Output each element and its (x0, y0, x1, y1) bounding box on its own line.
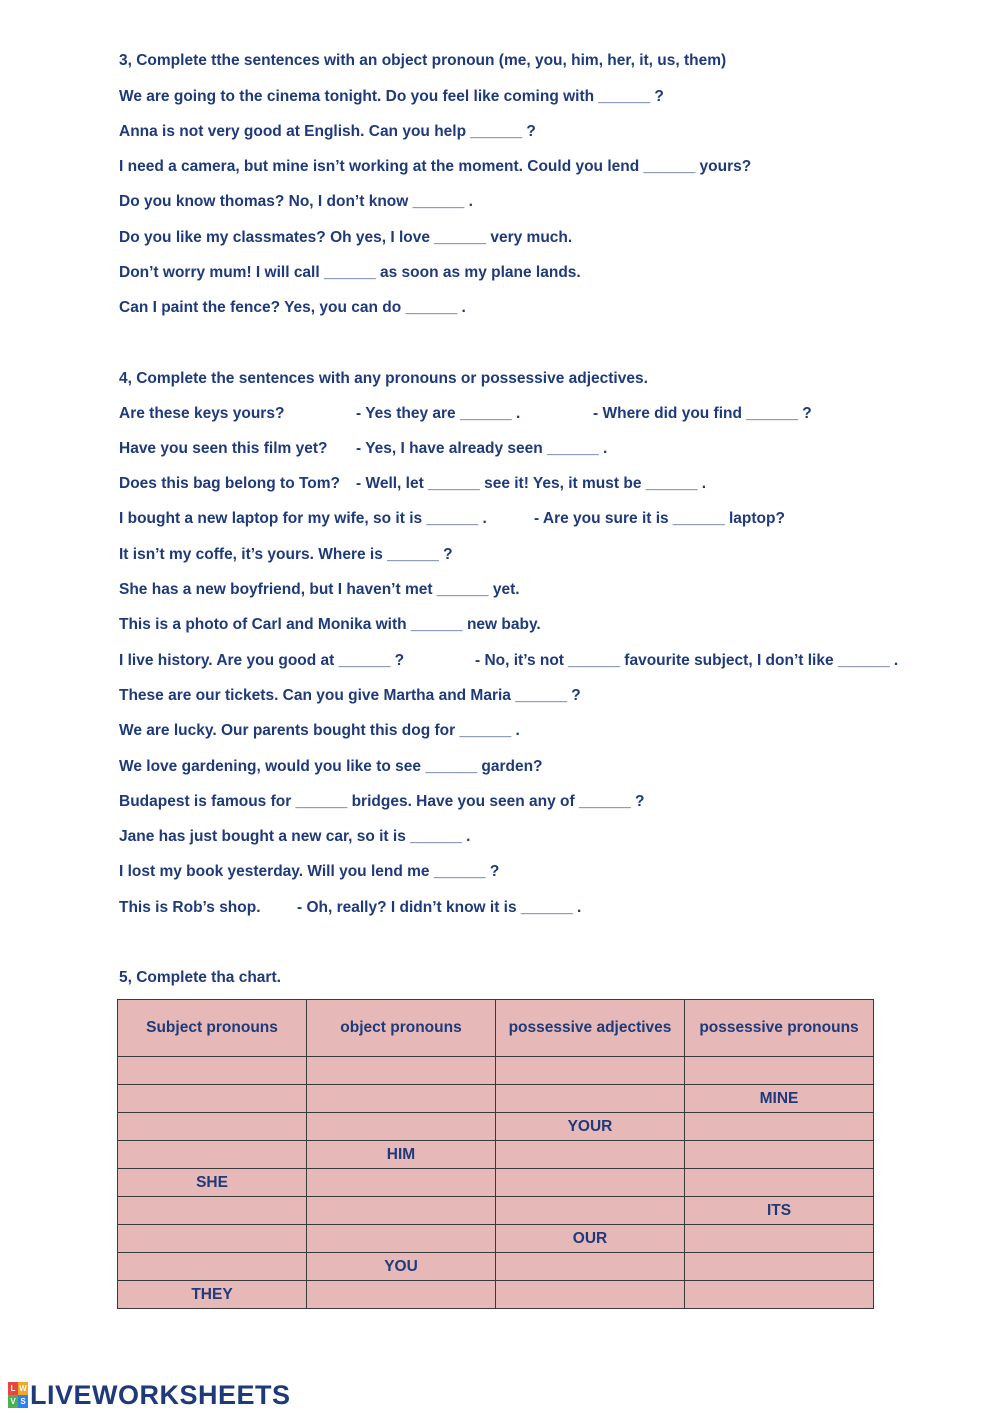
s4-s3-part2: - Well, let ______ see it! Yes, it must be ______ . (356, 475, 707, 492)
chart-cell[interactable]: SHE (118, 1169, 307, 1197)
s4-sentence-14: I lost my book yesterday. Will you lend me ______ ? (119, 863, 500, 880)
chart-cell[interactable] (118, 1225, 307, 1253)
chart-body (118, 1057, 874, 1309)
chart-cell[interactable] (118, 1113, 307, 1141)
s4-sentence-5: It isn’t my coffe, it’s yours. Where is ______ ? (119, 546, 453, 563)
s4-s1-part1: Are these keys yours? (119, 405, 285, 422)
s4-s4-part1: I bought a new laptop for my wife, so it is ______ . (119, 510, 487, 527)
chart-cell[interactable] (496, 1169, 685, 1197)
s3-sentence-5: Do you like my classmates? Oh yes, I love ______ very much. (119, 229, 573, 246)
chart-cell[interactable] (118, 1057, 307, 1085)
chart-cell[interactable] (118, 1253, 307, 1281)
chart-cell[interactable] (685, 1113, 874, 1141)
section5-heading: 5, Complete tha chart. (119, 969, 281, 986)
s4-s15-part1: This is Rob’s shop. (119, 899, 261, 916)
col-possessive-pronouns: possessive pronouns (685, 1000, 874, 1057)
chart-cell[interactable] (685, 1281, 874, 1309)
s4-sentence-1 (119, 404, 919, 424)
s4-sentence-12: Budapest is famous for ______ bridges. Have you seen any of ______ ? (119, 793, 645, 810)
s4-sentence-11: We love gardening, would you like to see ______ garden? (119, 758, 543, 775)
s4-s2-part2: - Yes, I have already seen ______ . (356, 440, 608, 457)
chart-cell[interactable] (118, 1085, 307, 1113)
chart-cell[interactable] (685, 1141, 874, 1169)
chart-cell[interactable] (496, 1253, 685, 1281)
s4-s3-part1: Does this bag belong to Tom? (119, 475, 341, 492)
liveworksheets-logo (8, 1380, 291, 1410)
chart-cell[interactable] (685, 1169, 874, 1197)
chart-cell[interactable] (496, 1281, 685, 1309)
chart-row (118, 1085, 874, 1113)
s4-s1-part3: - Where did you find ______ ? (593, 405, 812, 422)
section4-heading: 4, Complete the sentences with any pronouns or possessive adjectives. (119, 370, 648, 387)
s3-sentence-1: We are going to the cinema tonight. Do you feel like coming with ______ ? (119, 88, 664, 105)
chart-cell[interactable]: HIM (307, 1141, 496, 1169)
col-subject-pronouns: Subject pronouns (118, 1000, 307, 1057)
chart-cell[interactable]: OUR (496, 1225, 685, 1253)
logo-mark-tile: L (8, 1382, 18, 1395)
chart-row (118, 1057, 874, 1085)
s4-s2-part1: Have you seen this film yet? (119, 440, 328, 457)
s4-sentence-15 (119, 898, 919, 918)
chart-cell[interactable] (307, 1225, 496, 1253)
s4-sentence-2 (119, 439, 919, 459)
chart-cell[interactable] (307, 1197, 496, 1225)
chart-cell[interactable] (496, 1197, 685, 1225)
pronoun-chart (117, 999, 874, 1309)
chart-row (118, 1113, 874, 1141)
logo-mark-tile: V (8, 1395, 18, 1408)
s4-sentence-7: This is a photo of Carl and Monika with ______ new baby. (119, 616, 541, 633)
s4-sentence-9: These are our tickets. Can you give Martha and Maria ______ ? (119, 687, 581, 704)
chart-cell[interactable] (496, 1141, 685, 1169)
s3-sentence-3: I need a camera, but mine isn’t working at the moment. Could you lend ______ yours? (119, 158, 752, 175)
s3-sentence-6: Don’t worry mum! I will call ______ as soon as my plane lands. (119, 264, 581, 281)
chart-cell[interactable] (307, 1281, 496, 1309)
chart-row (118, 1253, 874, 1281)
chart-cell[interactable] (685, 1057, 874, 1085)
chart-cell[interactable] (496, 1085, 685, 1113)
chart-row (118, 1197, 874, 1225)
chart-row (118, 1225, 874, 1253)
chart-cell[interactable] (307, 1085, 496, 1113)
chart-cell[interactable] (496, 1057, 685, 1085)
chart-cell[interactable] (118, 1141, 307, 1169)
chart-cell[interactable] (307, 1169, 496, 1197)
s4-sentence-6: She has a new boyfriend, but I haven’t met ______ yet. (119, 581, 520, 598)
s4-sentence-3 (119, 474, 919, 494)
s4-s8-part1: I live history. Are you good at ______ ? (119, 652, 405, 669)
chart-row (118, 1281, 874, 1309)
col-possessive-adjectives: possessive adjectives (496, 1000, 685, 1057)
s4-sentence-8 (119, 651, 929, 671)
chart-cell[interactable] (307, 1113, 496, 1141)
s4-s15-part2: - Oh, really? I didn’t know it is ______ . (297, 899, 582, 916)
chart-cell[interactable] (307, 1057, 496, 1085)
chart-cell[interactable]: MINE (685, 1085, 874, 1113)
s3-sentence-2: Anna is not very good at English. Can you help ______ ? (119, 123, 536, 140)
logo-mark-icon (8, 1382, 28, 1408)
s3-sentence-7: Can I paint the fence? Yes, you can do ______ . (119, 299, 466, 316)
chart-cell[interactable] (685, 1253, 874, 1281)
logo-text: LIVEWORKSHEETS (30, 1379, 291, 1410)
logo-mark-tile: W (19, 1384, 27, 1393)
chart-cell[interactable] (685, 1225, 874, 1253)
chart-header-row (118, 1000, 874, 1057)
chart-cell[interactable] (118, 1197, 307, 1225)
s4-s4-part2: - Are you sure it is ______ laptop? (534, 510, 785, 527)
section3-heading: 3, Complete tthe sentences with an object pronoun (me, you, him, her, it, us, them) (119, 52, 727, 69)
s3-sentence-4: Do you know thomas? No, I don’t know ______ . (119, 193, 473, 210)
s4-sentence-13: Jane has just bought a new car, so it is ______ . (119, 828, 471, 845)
chart-cell[interactable]: ITS (685, 1197, 874, 1225)
chart-row (118, 1169, 874, 1197)
logo-mark-tile: S (18, 1395, 28, 1408)
chart-cell[interactable]: THEY (118, 1281, 307, 1309)
s4-sentence-4 (119, 509, 919, 529)
chart-cell[interactable]: YOUR (496, 1113, 685, 1141)
s4-sentence-10: We are lucky. Our parents bought this dog for ______ . (119, 722, 520, 739)
col-object-pronouns: object pronouns (307, 1000, 496, 1057)
chart-cell[interactable]: YOU (307, 1253, 496, 1281)
s4-s8-part2: - No, it’s not ______ favourite subject, I don’t like ______ . (475, 652, 899, 669)
chart-row (118, 1141, 874, 1169)
s4-s1-part2: - Yes they are ______ . (356, 405, 521, 422)
